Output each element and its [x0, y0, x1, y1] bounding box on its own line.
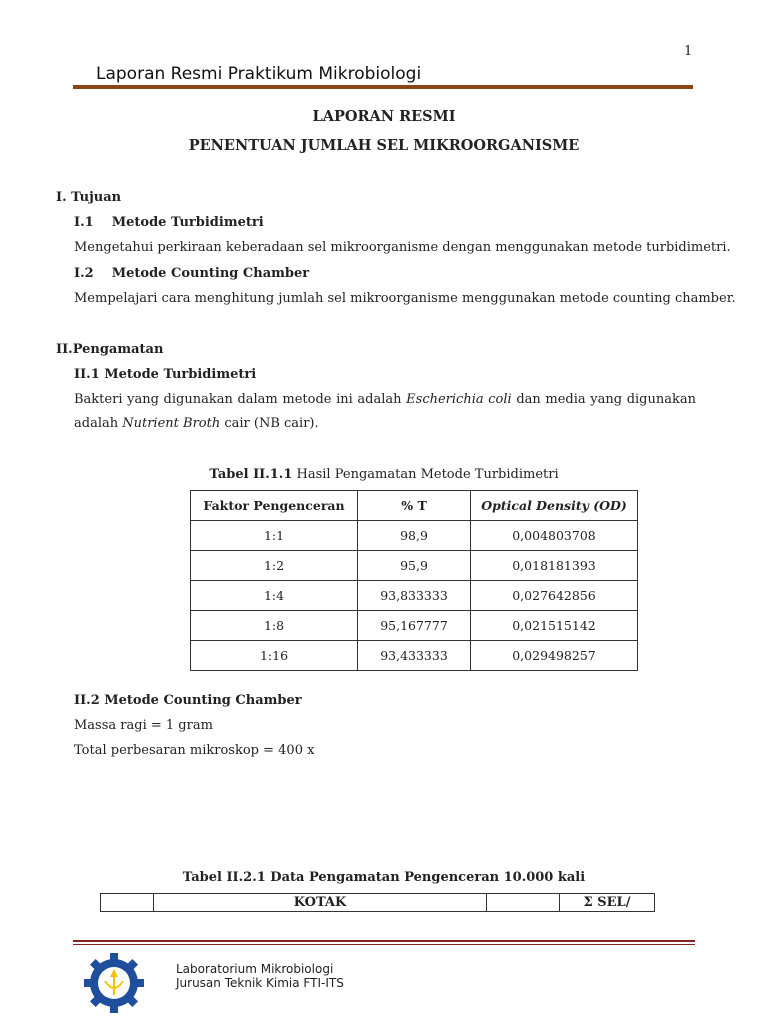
subsection-turbidimetri: I.1 Metode Turbidimetri: [74, 215, 264, 230]
cell-od: 0,018181393: [471, 551, 638, 581]
its-logo-icon: [82, 951, 146, 1015]
pengamatan-paragraph-line2: adalah Nutrient Broth cair (NB cair).: [74, 416, 319, 431]
table-row: [191, 641, 638, 671]
header-blank-1: [101, 894, 154, 912]
tujuan-text-1: Mengetahui perkiraan keberadaan sel mikroorganisme dengan menggunakan metode turbidimetri.: [74, 240, 731, 255]
table-row: [191, 521, 638, 551]
section-tujuan-heading: I. Tujuan: [56, 190, 122, 205]
massa-ragi: Massa ragi = 1 gram: [74, 718, 213, 733]
cell-faktor: 1:4: [191, 581, 358, 611]
cell-faktor: 1:16: [191, 641, 358, 671]
cell-faktor: 1:8: [191, 611, 358, 641]
subsection-ii2: II.2 Metode Counting Chamber: [74, 693, 302, 708]
cell-percent-t: 93,833333: [358, 581, 471, 611]
cell-od: 0,021515142: [471, 611, 638, 641]
table1-caption: Tabel II.1.1 Hasil Pengamatan Metode Turbidimetri: [209, 467, 559, 482]
cell-percent-t: 95,9: [358, 551, 471, 581]
doc-title: LAPORAN RESMI: [312, 108, 456, 125]
header-blank-2: [487, 894, 560, 912]
cell-percent-t: 95,167777: [358, 611, 471, 641]
tujuan-text-2: Mempelajari cara menghitung jumlah sel mikroorganisme menggunakan metode counting chamber.: [74, 291, 736, 306]
table-row: [191, 581, 638, 611]
table-header-row: [101, 894, 655, 912]
cell-od: 0,027642856: [471, 581, 638, 611]
doc-subtitle: PENENTUAN JUMLAH SEL MIKROORGANISME: [188, 137, 580, 154]
table-row: [191, 551, 638, 581]
footer-rule: [73, 940, 695, 942]
cell-faktor: 1:1: [191, 521, 358, 551]
header-faktor: Faktor Pengenceran: [191, 491, 358, 521]
footer-rule-thin: [73, 944, 695, 945]
header-rule: [73, 85, 693, 89]
cell-percent-t: 93,433333: [358, 641, 471, 671]
cell-od: 0,029498257: [471, 641, 638, 671]
footer-lab-name: Laboratorium Mikrobiologi: [176, 962, 334, 976]
header-od: Optical Density (OD): [471, 491, 638, 521]
table2-caption: Tabel II.2.1 Data Pengamatan Pengenceran 10.000 kali: [182, 870, 586, 885]
header-title: Laporan Resmi Praktikum Mikrobiologi: [96, 64, 422, 84]
header-sum-sel: Σ SEL/: [560, 894, 655, 912]
counting-chamber-table: [100, 893, 655, 912]
total-perbesaran: Total perbesaran mikroskop = 400 x: [74, 743, 315, 758]
section-pengamatan-heading: II.Pengamatan: [56, 342, 164, 357]
cell-od: 0,004803708: [471, 521, 638, 551]
footer-department: Jurusan Teknik Kimia FTI-ITS: [176, 976, 344, 990]
table-header-row: [191, 491, 638, 521]
header-kotak: KOTAK: [154, 894, 487, 912]
turbidimetri-table: [190, 490, 638, 671]
subsection-ii1: II.1 Metode Turbidimetri: [74, 367, 257, 382]
cell-percent-t: 98,9: [358, 521, 471, 551]
page-number: 1: [684, 44, 693, 59]
subsection-counting-chamber: I.2 Metode Counting Chamber: [74, 266, 310, 281]
table-row: [191, 611, 638, 641]
header-percent-t: % T: [358, 491, 471, 521]
pengamatan-paragraph-line1: Bakteri yang digunakan dalam metode ini adalah Escherichia coli dan media yang digunakan: [74, 392, 696, 407]
cell-faktor: 1:2: [191, 551, 358, 581]
